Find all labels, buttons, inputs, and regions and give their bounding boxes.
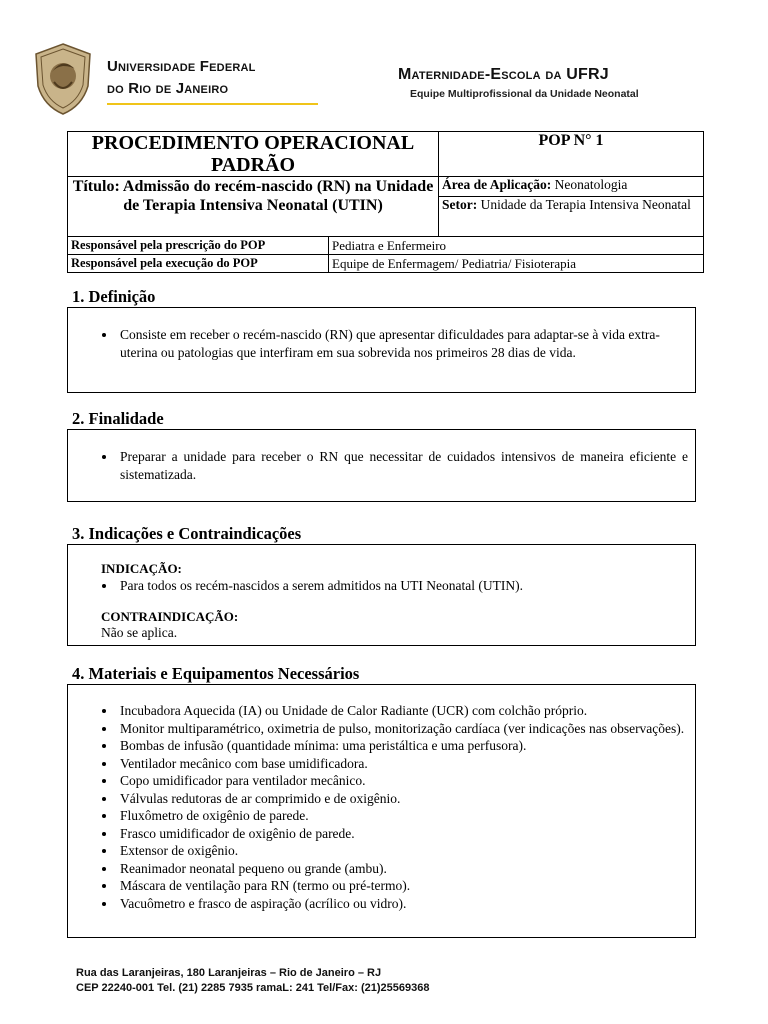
list-item: • Consiste em receber o recém-nascido (RN) que apresentar dificuldades para adaptar-se à vida extra-uterina ou patologias que interfiram em sua sobrevida nos primeiros 28 dias de vida.	[117, 326, 677, 361]
pop-number: POP N° 1	[439, 132, 704, 177]
list-item: • Incubadora Aquecida (IA) ou Unidade de Calor Radiante (UCR) com colchão próprio.	[117, 702, 685, 720]
university-name-line2: do Rio de Janeiro	[107, 80, 229, 97]
indication-label: INDICAÇÃO:	[101, 561, 182, 576]
list-item: • Frasco umidificador de oxigênio de parede.	[117, 825, 685, 843]
list-item: • Copo umidificador para ventilador mecânico.	[117, 772, 685, 790]
list-item: • Máscara de ventilação para RN (termo ou pré-termo).	[117, 877, 685, 895]
application-area	[439, 177, 704, 197]
footer-contact: CEP 22240-001 Tel. (21) 2285 7935 ramaL: 241 Tel/Fax: (21)25569368	[76, 982, 430, 994]
list-item: • Preparar a unidade para receber o RN que necessitar de cuidados intensivos de maneira eficiente e sistematizada.	[117, 448, 688, 483]
indications-box	[67, 544, 696, 646]
pop-title-line2: PADRÃO	[210, 154, 296, 176]
list-item: • Fluxômetro de oxigênio de parede.	[117, 807, 685, 825]
definition-heading: 1. Definição	[72, 287, 156, 306]
execution-responsible-value: Equipe de Enfermagem/ Pediatria/ Fisioterapia	[329, 255, 704, 273]
sector	[439, 197, 704, 237]
prescription-responsible-label: Responsável pela prescrição do POP	[68, 237, 329, 255]
application-area-value: Neonatologia	[554, 177, 628, 192]
definition-box	[67, 307, 696, 393]
prescription-responsible-value: Pediatra e Enfermeiro	[329, 237, 704, 255]
purpose-heading: 2. Finalidade	[72, 409, 164, 428]
sector-value: Unidade da Terapia Intensiva Neonatal	[480, 197, 691, 212]
list-item: • Vacuômetro e frasco de aspiração (acrílico ou vidro).	[117, 895, 685, 913]
list-item: • Extensor de oxigênio.	[117, 842, 685, 860]
document-title: Título: Admissão do recém-nascido (RN) na Unidade de Terapia Intensiva Neonatal (UTIN)	[68, 177, 439, 237]
purpose-list	[68, 448, 688, 483]
sector-label: Setor:	[442, 197, 478, 212]
university-seal-logo	[32, 42, 94, 116]
university-name	[107, 56, 256, 100]
materials-heading: 4. Materiais e Equipamentos Necessários	[72, 664, 360, 683]
pop-title-line1: PROCEDIMENTO OPERACIONAL	[91, 132, 415, 154]
definition-list	[68, 326, 677, 361]
list-item: • Ventilador mecânico com base umidificadora.	[117, 755, 685, 773]
application-area-label: Área de Aplicação:	[442, 177, 552, 192]
pop-info-table	[67, 131, 704, 273]
pop-title	[68, 132, 439, 177]
purpose-box	[67, 429, 696, 502]
contraindication-text: Não se aplica.	[101, 624, 178, 640]
footer-address: Rua das Laranjeiras, 180 Laranjeiras – Rio de Janeiro – RJ	[76, 967, 382, 979]
list-item: • Válvulas redutoras de ar comprimido e de oxigênio.	[117, 790, 685, 808]
indications-heading: 3. Indicações e Contraindicações	[72, 524, 302, 543]
list-item: • Para todos os recém-nascidos a serem admitidos na UTI Neonatal (UTIN).	[117, 577, 695, 595]
list-item: • Reanimador neonatal pequeno ou grande (ambu).	[117, 860, 685, 878]
list-item: • Bombas de infusão (quantidade mínima: uma peristáltica e uma perfusora).	[117, 737, 685, 755]
maternity-title: Maternidade-Escola da UFRJ	[398, 66, 609, 83]
materials-box	[67, 684, 696, 938]
contraindication-label: CONTRAINDICAÇÃO:	[101, 608, 239, 624]
list-item: • Monitor multiparamétrico, oximetria de pulso, monitorização cardíaca (ver indicações nas observações).	[117, 720, 685, 738]
maternity-subtitle: Equipe Multiprofissional da Unidade Neonatal	[410, 88, 639, 100]
university-name-line1: Universidade Federal	[107, 58, 256, 75]
university-underline	[107, 103, 318, 105]
execution-responsible-label: Responsável pela execução do POP	[68, 255, 329, 273]
indication-list	[68, 577, 695, 595]
materials-list	[68, 702, 685, 912]
